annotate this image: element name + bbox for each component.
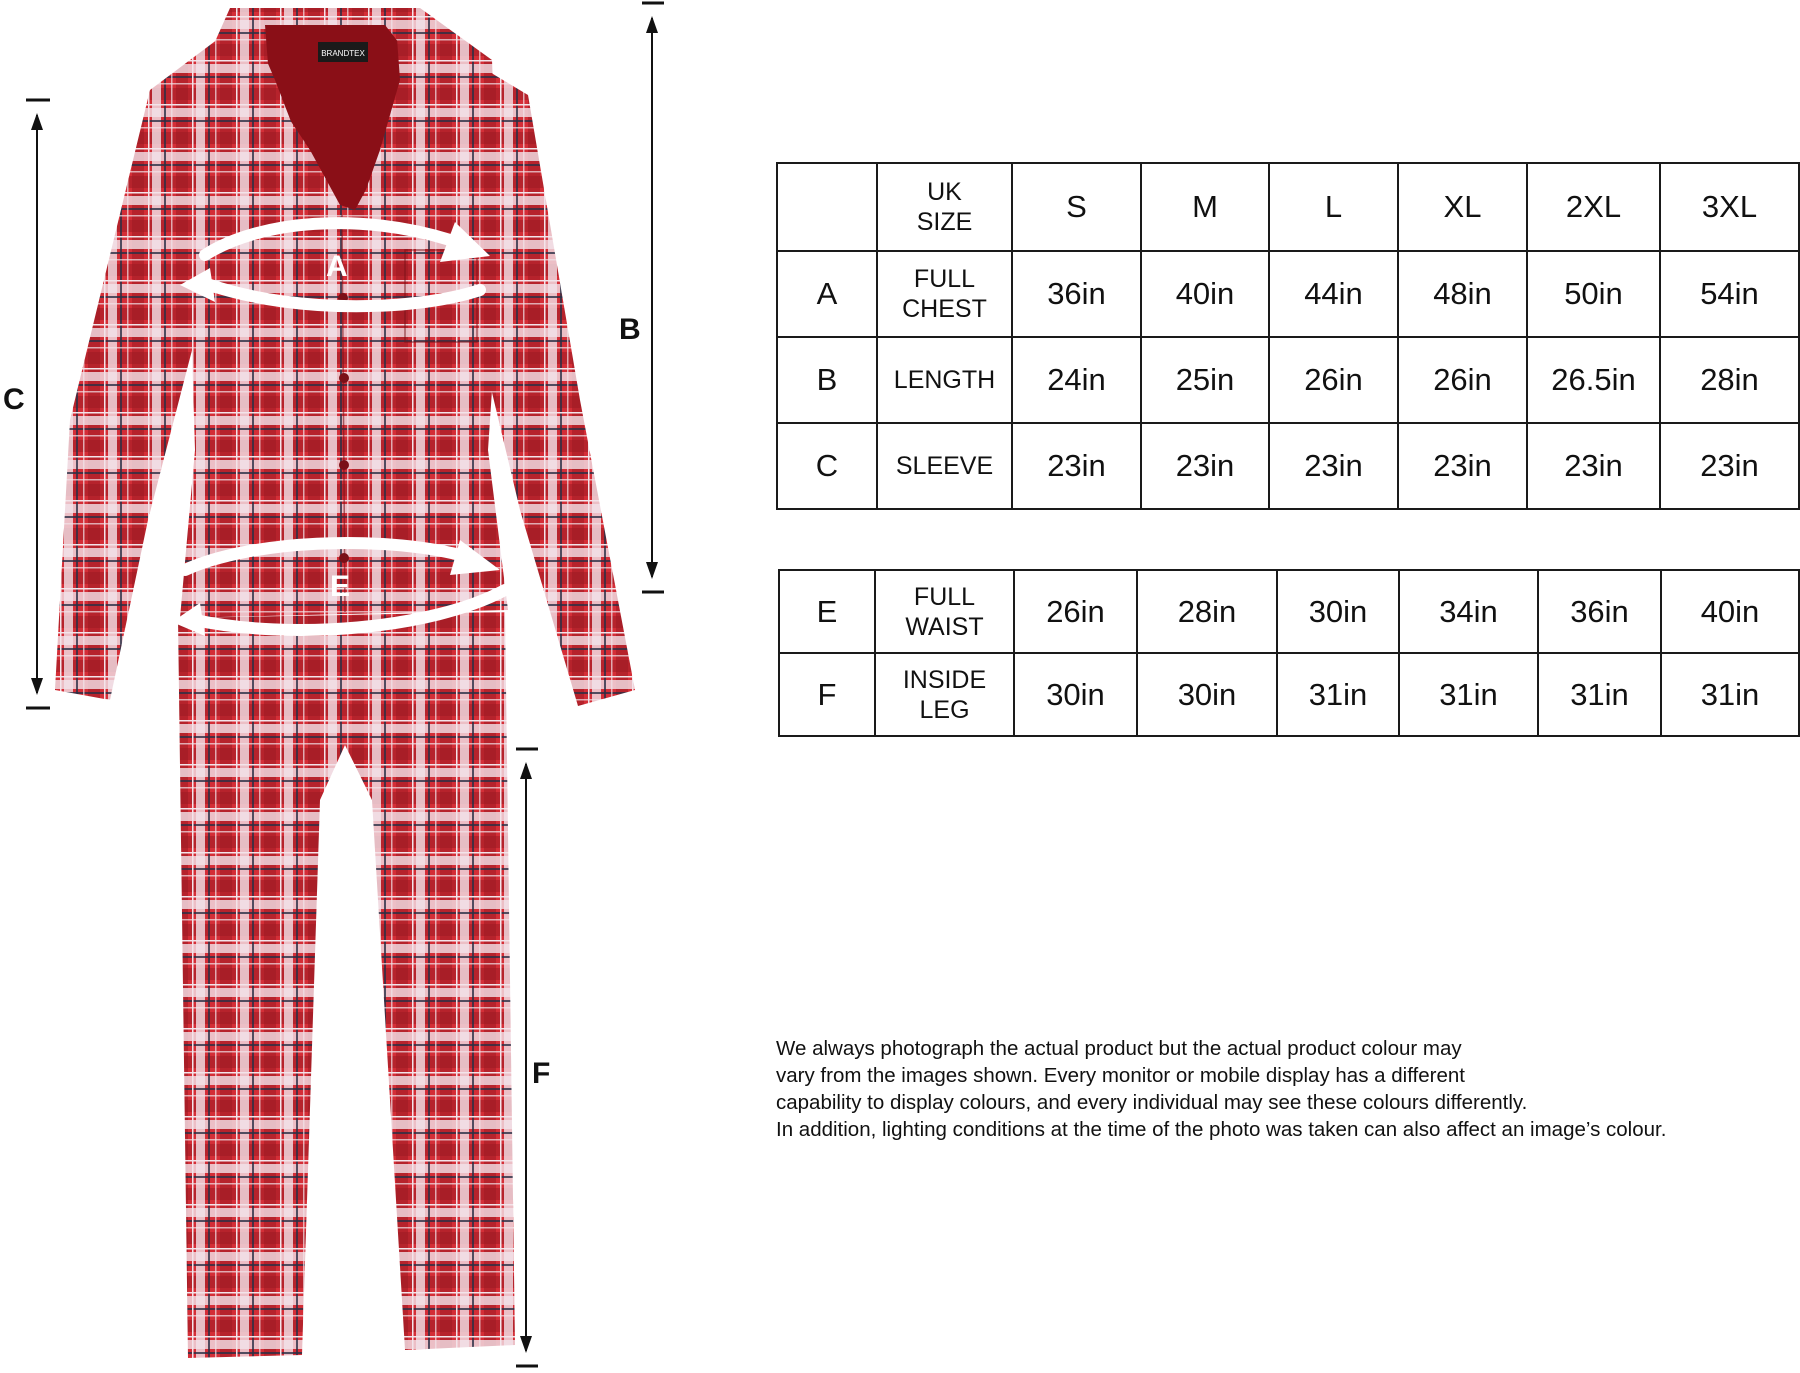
- table-cell: 31in: [1277, 653, 1399, 736]
- table-cell: 26in: [1269, 337, 1398, 423]
- arrow-down-icon: [520, 1336, 532, 1353]
- brand-tag-text: BRANDTEX: [321, 49, 365, 58]
- table-cell: 31in: [1538, 653, 1661, 736]
- table-cell: 31in: [1399, 653, 1538, 736]
- table-row: [777, 251, 1799, 337]
- table-header-row: [777, 163, 1799, 251]
- table-cell: 26.5in: [1527, 337, 1660, 423]
- label-a: A: [326, 250, 348, 283]
- dimension-line-b: [642, 3, 664, 592]
- table-cell: 23in: [1398, 423, 1527, 509]
- arrow-down-icon: [31, 678, 43, 695]
- row-code: F: [779, 653, 875, 736]
- header-size-l: L: [1269, 163, 1398, 251]
- pyjama-illustration: [0, 0, 760, 1368]
- table-cell: 48in: [1398, 251, 1527, 337]
- colour-disclaimer: [776, 1035, 1786, 1143]
- table-cell: 50in: [1527, 251, 1660, 337]
- row-code: E: [779, 570, 875, 653]
- button: [339, 460, 349, 470]
- arrow-up-icon: [31, 113, 43, 130]
- header-size-xl: XL: [1398, 163, 1527, 251]
- table-cell: 24in: [1012, 337, 1141, 423]
- table-cell: 23in: [1527, 423, 1660, 509]
- arrow-down-icon: [646, 562, 658, 579]
- table-cell: 28in: [1137, 570, 1277, 653]
- table-cell: 23in: [1141, 423, 1269, 509]
- table-cell: 25in: [1141, 337, 1269, 423]
- disclaimer-line: In addition, lighting conditions at the time of the photo was taken can also affect an image’s colour.: [776, 1118, 1667, 1141]
- header-size-s: S: [1012, 163, 1141, 251]
- disclaimer-line: vary from the images shown. Every monitor or mobile display has a different: [776, 1064, 1465, 1087]
- button: [339, 373, 349, 383]
- table-cell: 23in: [1012, 423, 1141, 509]
- header-size-2xl: 2XL: [1527, 163, 1660, 251]
- button: [339, 553, 349, 563]
- table-cell: 44in: [1269, 251, 1398, 337]
- size-chart-lower: [778, 569, 1800, 737]
- row-measure-name: INSIDE LEG: [875, 653, 1014, 736]
- row-measure-name: SLEEVE: [877, 423, 1012, 509]
- row-code: A: [777, 251, 877, 337]
- row-measure-name: FULL CHEST: [877, 251, 1012, 337]
- table-cell: 36in: [1538, 570, 1661, 653]
- header-blank-cell: [777, 163, 877, 251]
- row-code: C: [777, 423, 877, 509]
- arrow-up-icon: [520, 762, 532, 779]
- size-chart-upper: [776, 162, 1800, 510]
- label-e: E: [330, 570, 351, 603]
- row-measure-name: FULL WAIST: [875, 570, 1014, 653]
- arrow-up-icon: [646, 16, 658, 33]
- row-code: B: [777, 337, 877, 423]
- table-cell: 26in: [1398, 337, 1527, 423]
- disclaimer-line: capability to display colours, and every individual may see these colours differently.: [776, 1091, 1528, 1114]
- table-cell: 23in: [1660, 423, 1799, 509]
- table-cell: 30in: [1137, 653, 1277, 736]
- header-size-3xl: 3XL: [1660, 163, 1799, 251]
- row-measure-name: LENGTH: [877, 337, 1012, 423]
- table-cell: 26in: [1014, 570, 1137, 653]
- table-row: [777, 423, 1799, 509]
- label-c: C: [3, 383, 25, 416]
- table-cell: 54in: [1660, 251, 1799, 337]
- table-cell: 31in: [1661, 653, 1799, 736]
- disclaimer-line: We always photograph the actual product but the actual product colour may: [776, 1037, 1462, 1060]
- header-size-m: M: [1141, 163, 1269, 251]
- table-cell: 36in: [1012, 251, 1141, 337]
- table-row: [777, 337, 1799, 423]
- table-cell: 40in: [1141, 251, 1269, 337]
- table-row: [779, 570, 1799, 653]
- table-cell: 40in: [1661, 570, 1799, 653]
- dimension-line-c: [26, 100, 50, 708]
- trousers: [178, 612, 515, 1358]
- table-cell: 30in: [1277, 570, 1399, 653]
- table-row: [779, 653, 1799, 736]
- label-b: B: [619, 313, 641, 346]
- table-cell: 23in: [1269, 423, 1398, 509]
- header-uk-size: UK SIZE: [877, 163, 1012, 251]
- table-cell: 28in: [1660, 337, 1799, 423]
- label-f: F: [532, 1057, 551, 1090]
- table-cell: 30in: [1014, 653, 1137, 736]
- table-cell: 34in: [1399, 570, 1538, 653]
